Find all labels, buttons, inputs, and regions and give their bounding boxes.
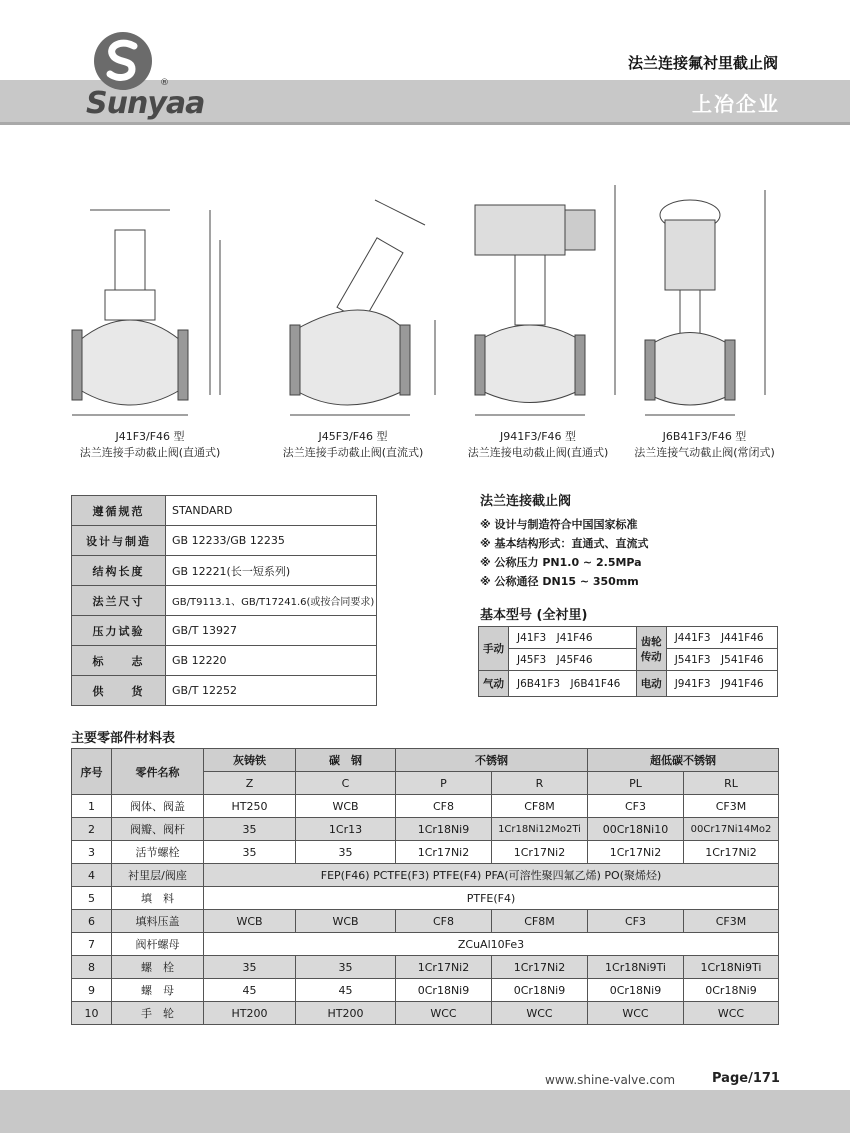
cell: WCC xyxy=(396,1002,492,1025)
table-row xyxy=(72,646,377,676)
std-value: GB 12221(长一短系列) xyxy=(166,556,377,586)
drawing-desc: 法兰连接电动截止阀(直通式) xyxy=(467,446,609,459)
table-row xyxy=(72,496,377,526)
table-row xyxy=(72,526,377,556)
col-c: C xyxy=(296,772,396,795)
valve-drawing-j45 xyxy=(290,200,435,415)
cell: 1Cr18Ni9Ti xyxy=(684,956,779,979)
col-stainless: 不锈钢 xyxy=(396,749,588,772)
cell: 1Cr17Ni2 xyxy=(396,841,492,864)
col-carbon: 碳 钢 xyxy=(296,749,396,772)
table-row xyxy=(72,956,779,979)
cell: HT250 xyxy=(204,795,296,818)
materials-table xyxy=(71,748,779,1025)
cell: 00Cr18Ni10 xyxy=(588,818,684,841)
feature-item: ※ 设计与制造符合中国国家标准 xyxy=(480,518,638,531)
col-grey: 灰铸铁 xyxy=(204,749,296,772)
col-r: R xyxy=(492,772,588,795)
cell-name: 手 轮 xyxy=(112,1002,204,1025)
table-row xyxy=(72,616,377,646)
cell-name: 活节螺栓 xyxy=(112,841,204,864)
cell: CF8 xyxy=(396,795,492,818)
cell: WCC xyxy=(588,1002,684,1025)
cell-no: 9 xyxy=(72,979,112,1002)
cell-span: ZCuAl10Fe3 xyxy=(204,933,779,956)
product-title: 法兰连接氟衬里截止阀 xyxy=(627,54,778,72)
model-cell: J45F3 J45F46 xyxy=(509,649,637,671)
std-key: 结构长度 xyxy=(72,556,166,586)
drawing-desc: 法兰连接气动截止阀(常闭式) xyxy=(634,446,775,459)
cell: 1Cr17Ni2 xyxy=(684,841,779,864)
std-value: GB/T 13927 xyxy=(166,616,377,646)
table-row xyxy=(72,556,377,586)
feature-item: ※ 公称通径 DN15 ~ 350mm xyxy=(480,575,639,588)
cell: WCB xyxy=(296,910,396,933)
cell-no: 3 xyxy=(72,841,112,864)
col-p: P xyxy=(396,772,492,795)
col-pl: PL xyxy=(588,772,684,795)
features-title: 法兰连接截止阀 xyxy=(480,494,572,509)
feature-item: ※ 公称压力 PN1.0 ~ 2.5MPa xyxy=(480,556,642,569)
cell-name: 螺 母 xyxy=(112,979,204,1002)
valve-drawing-j6b41 xyxy=(645,190,765,415)
cell: 35 xyxy=(204,841,296,864)
cell-name: 填 料 xyxy=(112,887,204,910)
cell: HT200 xyxy=(204,1002,296,1025)
drawing-caption-3 xyxy=(458,428,618,460)
cell-span: PTFE(F4) xyxy=(204,887,779,910)
cell: 1Cr13 xyxy=(296,818,396,841)
company-name: 上冶企业 xyxy=(692,92,780,116)
cell-no: 8 xyxy=(72,956,112,979)
cell: 35 xyxy=(204,818,296,841)
brand-logo-icon xyxy=(90,30,156,92)
col-low-carbon: 超低碳不锈钢 xyxy=(588,749,779,772)
table-row xyxy=(72,887,779,910)
features-block xyxy=(480,490,800,591)
cell-no: 4 xyxy=(72,864,112,887)
cell-name: 螺 栓 xyxy=(112,956,204,979)
cell: 45 xyxy=(296,979,396,1002)
model-cell: J41F3 J41F46 xyxy=(509,627,637,649)
cell-no: 7 xyxy=(72,933,112,956)
col-no: 序号 xyxy=(72,749,112,795)
table-row xyxy=(72,795,779,818)
group-label: 手动 xyxy=(479,627,509,671)
std-value: GB 12220 xyxy=(166,646,377,676)
valve-drawing-j41 xyxy=(72,210,220,415)
drawing-model: J941F3/F46 型 xyxy=(499,430,577,443)
table-row xyxy=(72,864,779,887)
table-row xyxy=(479,649,778,671)
group-label: 电动 xyxy=(636,671,666,697)
cell-name: 阀杆螺母 xyxy=(112,933,204,956)
cell-no: 5 xyxy=(72,887,112,910)
cell: 1Cr17Ni2 xyxy=(396,956,492,979)
cell: 0Cr18Ni9 xyxy=(588,979,684,1002)
model-cell: J441F3 J441F46 xyxy=(666,627,777,649)
cell: 45 xyxy=(204,979,296,1002)
table-row xyxy=(479,627,778,649)
cell: 00Cr17Ni14Mo2 xyxy=(684,818,779,841)
basic-models-title: 基本型号 (全衬里) xyxy=(480,608,588,623)
cell: 1Cr17Ni2 xyxy=(588,841,684,864)
cell: CF3M xyxy=(684,910,779,933)
model-cell: J941F3 J941F46 xyxy=(666,671,777,697)
cell-no: 6 xyxy=(72,910,112,933)
registered-mark: ® xyxy=(160,78,169,88)
cell: 1Cr18Ni9 xyxy=(396,818,492,841)
std-key: 法兰尺寸 xyxy=(72,586,166,616)
std-key: 设计与制造 xyxy=(72,526,166,556)
cell: 35 xyxy=(296,841,396,864)
feature-item: ※ 基本结构形式：直通式、直流式 xyxy=(480,537,649,550)
std-key: 供 货 xyxy=(72,676,166,706)
cell: WCB xyxy=(296,795,396,818)
cell: CF8 xyxy=(396,910,492,933)
valve-drawing-j941 xyxy=(475,185,615,415)
footer-url[interactable]: www.shine-valve.com xyxy=(545,1073,676,1087)
model-cell: J6B41F3 J6B41F46 xyxy=(509,671,637,697)
cell: CF3 xyxy=(588,910,684,933)
cell-name: 阀瓣、阀杆 xyxy=(112,818,204,841)
cell-name: 衬里层/阀座 xyxy=(112,864,204,887)
col-part: 零件名称 xyxy=(112,749,204,795)
drawing-caption-4 xyxy=(622,428,787,460)
drawing-caption-2 xyxy=(273,428,433,460)
cell-span: FEP(F46) PCTFE(F3) PTFE(F4) PFA(可溶性聚四氟乙烯) PO(聚烯烃) xyxy=(204,864,779,887)
cell-no: 1 xyxy=(72,795,112,818)
cell-no: 2 xyxy=(72,818,112,841)
table-row xyxy=(72,676,377,706)
cell: CF3 xyxy=(588,795,684,818)
col-z: Z xyxy=(204,772,296,795)
drawing-desc: 法兰连接手动截止阀(直通式) xyxy=(79,446,221,459)
drawing-model: J6B41F3/F46 型 xyxy=(662,430,747,443)
group-label: 气动 xyxy=(479,671,509,697)
cell-name: 填料压盖 xyxy=(112,910,204,933)
table-row xyxy=(72,818,779,841)
drawing-desc: 法兰连接手动截止阀(直流式) xyxy=(282,446,424,459)
cell: HT200 xyxy=(296,1002,396,1025)
std-value: GB/T 12252 xyxy=(166,676,377,706)
materials-title: 主要零部件材料表 xyxy=(71,731,176,746)
table-header-row xyxy=(72,749,779,772)
basic-models-table xyxy=(478,626,778,697)
table-row xyxy=(72,933,779,956)
std-key: 标 志 xyxy=(72,646,166,676)
header-rule xyxy=(0,122,850,125)
footer-band xyxy=(0,1090,850,1133)
std-value: GB 12233/GB 12235 xyxy=(166,526,377,556)
table-row xyxy=(72,586,377,616)
table-row xyxy=(72,841,779,864)
cell: 35 xyxy=(204,956,296,979)
table-row xyxy=(72,1002,779,1025)
std-value: GB/T9113.1、GB/T17241.6(或按合同要求) xyxy=(166,586,377,616)
cell: WCB xyxy=(204,910,296,933)
cell: 35 xyxy=(296,956,396,979)
cell-no: 10 xyxy=(72,1002,112,1025)
cell: CF8M xyxy=(492,910,588,933)
table-row xyxy=(72,910,779,933)
cell: 1Cr17Ni2 xyxy=(492,956,588,979)
brand-name: Sunyaa xyxy=(86,86,205,121)
cell: 1Cr17Ni2 xyxy=(492,841,588,864)
cell: 0Cr18Ni9 xyxy=(492,979,588,1002)
cell: 1Cr18Ni12Mo2Ti xyxy=(492,818,588,841)
drawing-model: J41F3/F46 型 xyxy=(115,430,185,443)
drawing-caption-1 xyxy=(70,428,230,460)
page-number: Page/171 xyxy=(712,1071,780,1086)
std-value: STANDARD xyxy=(166,496,377,526)
cell: 1Cr18Ni9Ti xyxy=(588,956,684,979)
cell: 0Cr18Ni9 xyxy=(684,979,779,1002)
standards-table xyxy=(71,495,377,706)
cell-name: 阀体、阀盖 xyxy=(112,795,204,818)
model-cell: J541F3 J541F46 xyxy=(666,649,777,671)
col-rl: RL xyxy=(684,772,779,795)
table-row xyxy=(479,671,778,697)
table-row xyxy=(72,979,779,1002)
cell: WCC xyxy=(492,1002,588,1025)
drawing-model: J45F3/F46 型 xyxy=(318,430,388,443)
cell: CF3M xyxy=(684,795,779,818)
cell: CF8M xyxy=(492,795,588,818)
valve-drawings xyxy=(60,180,790,430)
std-key: 压力试验 xyxy=(72,616,166,646)
cell: WCC xyxy=(684,1002,779,1025)
cell: 0Cr18Ni9 xyxy=(396,979,492,1002)
std-key: 遵循规范 xyxy=(72,496,166,526)
group-label: 齿轮传动 xyxy=(636,627,666,671)
